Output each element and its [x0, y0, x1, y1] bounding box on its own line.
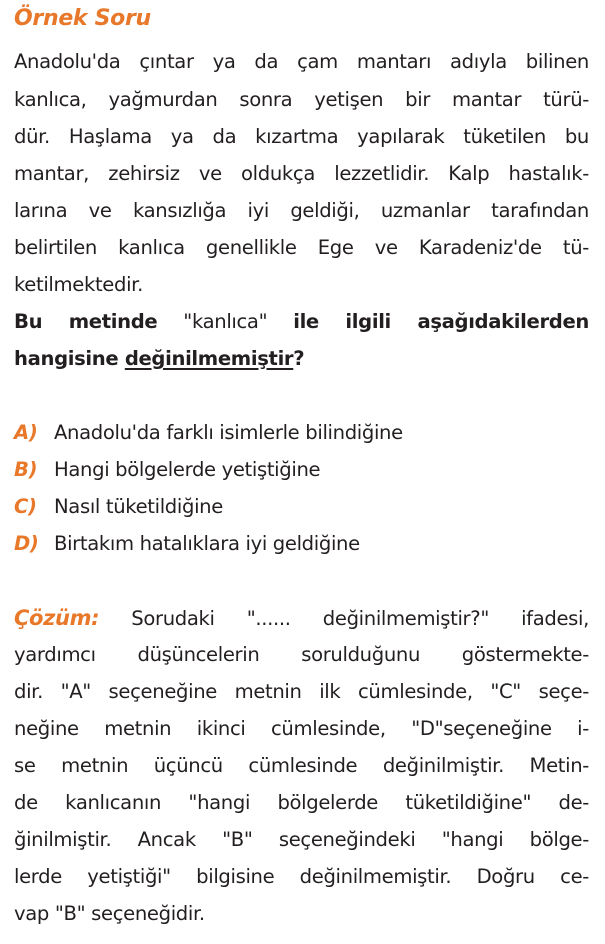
question-line-2 [14, 344, 589, 374]
solution-line: se metnin üçüncü cümlesinde değinilmiştir. Metin- [14, 754, 589, 777]
option-text: Nasıl tüketildiğine [54, 495, 223, 518]
question-mark: ? [293, 347, 305, 370]
option-letter: A) [14, 421, 38, 444]
passage-line: mantar, zehirsiz ve oldukça lezzetlidir. Kalp hastalık- [14, 162, 589, 185]
option-text: Hangi bölgelerde yetiştiğine [54, 458, 321, 481]
solution-line: ğinilmiştir. Ancak "B" seçeneğindeki "hangi bölge- [14, 828, 589, 851]
solution-line: lerde yetiştiği" bilgisine değinilmemiştir. Doğru ce- [14, 865, 589, 888]
question-text: hangisine [14, 347, 125, 370]
solution-line: vap "B" seçeneğidir. [14, 902, 205, 925]
option-a [14, 418, 589, 448]
passage-line: larına ve kansızlığa iyi geldiği, uzmanlar tarafından [14, 199, 589, 222]
question-text: ile ilgili aşağıdakilerden [293, 310, 589, 333]
solution-line-1 [14, 603, 589, 633]
question-line-1 [14, 307, 589, 337]
passage-line: kanlıca, yağmurdan sonra yetişen bir mantar türü- [14, 88, 589, 111]
question-text: Bu metinde [14, 310, 158, 333]
option-letter: B) [14, 458, 38, 481]
option-b [14, 455, 589, 485]
solution-label: Çözüm: [14, 606, 100, 630]
question-emphasis: değinilmemiştir [124, 347, 294, 370]
option-text: Anadolu'da farklı isimlerle bilindiğine [54, 421, 403, 444]
solution-line: yardımcı düşüncelerin sorulduğunu göstermekte- [14, 643, 589, 666]
option-c [14, 492, 589, 522]
passage-line: ketilmektedir. [14, 273, 143, 296]
passage-line: dür. Haşlama ya da kızartma yapılarak tüketilen bu [14, 125, 589, 148]
option-text: Birtakım hatalıklara iyi geldiğine [54, 532, 360, 555]
solution-line: neğine metnin ikinci cümlesinde, "D"seçeneğine i- [14, 717, 589, 740]
question-quote: "kanlıca" [157, 310, 294, 333]
passage-line: Anadolu'da çıntar ya da çam mantarı adıyla bilinen [14, 50, 589, 73]
section-title: Örnek Soru [14, 6, 151, 31]
option-letter: C) [14, 495, 37, 518]
solution-line: de kanlıcanın "hangi bölgelerde tüketildiğine" de- [14, 791, 589, 814]
solution-text: Sorudaki "...... değinilmemiştir?" ifadesi, [99, 607, 589, 630]
solution-line: dir. "A" seçeneğine metnin ilk cümlesinde, "C" seçe- [14, 680, 589, 703]
passage-line: belirtilen kanlıca genellikle Ege ve Karadeniz'de tü- [14, 236, 589, 259]
option-d [14, 529, 589, 559]
option-letter: D) [14, 532, 39, 555]
